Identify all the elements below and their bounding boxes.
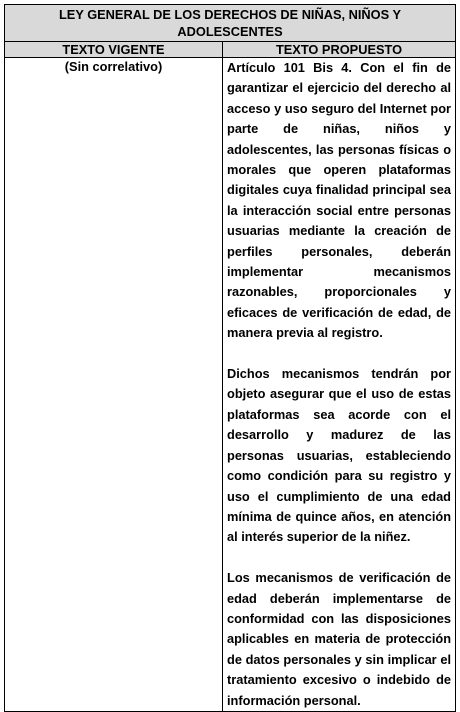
column-header-proposed: TEXTO PROPUESTO: [223, 42, 456, 58]
current-text-cell: [5, 58, 223, 712]
law-title: LEY GENERAL DE LOS DERECHOS DE NIÑAS, NIÑOS Y ADOLESCENTES: [5, 5, 456, 42]
comparison-table: [4, 4, 456, 712]
current-text: (Sin correlativo): [64, 59, 163, 74]
proposed-paragraph-2: Dichos mecanismos tendrán por objeto asegurar que el uso de estas plataformas sea acorde con el desarrollo y madurez de las personas usuarias, estableciendo como condición para su registro y uso el cumplimiento de una edad mínima de quince años, en atención al interés superior de la niñez.: [227, 366, 452, 545]
proposed-text-cell: [223, 58, 456, 712]
column-header-current: TEXTO VIGENTE: [5, 42, 223, 58]
column-header-row: [5, 42, 456, 58]
proposed-paragraph-3: Los mecanismos de verificación de edad deberán implementarse de conformidad con las disposiciones aplicables en materia de protección de datos personales y sin implicar el tratamiento excesivo o indebido de información personal.: [227, 570, 452, 708]
title-row: [5, 5, 456, 42]
proposed-paragraph-1: Artículo 101 Bis 4. Con el fin de garantizar el ejercicio del derecho al acceso y uso seguro del Internet por parte de niñas, niños y adolescentes, las personas físicas o morales que operen plataformas digitales cuya finalidad principal sea la interacción social entre personas usuarias mediante la creación de perfiles personales, deberán implementar mecanismos razonables, proporcionales y eficaces de verificación de edad, de manera previa al registro.: [227, 60, 452, 341]
content-row: [5, 58, 456, 712]
document-page: [4, 4, 455, 712]
